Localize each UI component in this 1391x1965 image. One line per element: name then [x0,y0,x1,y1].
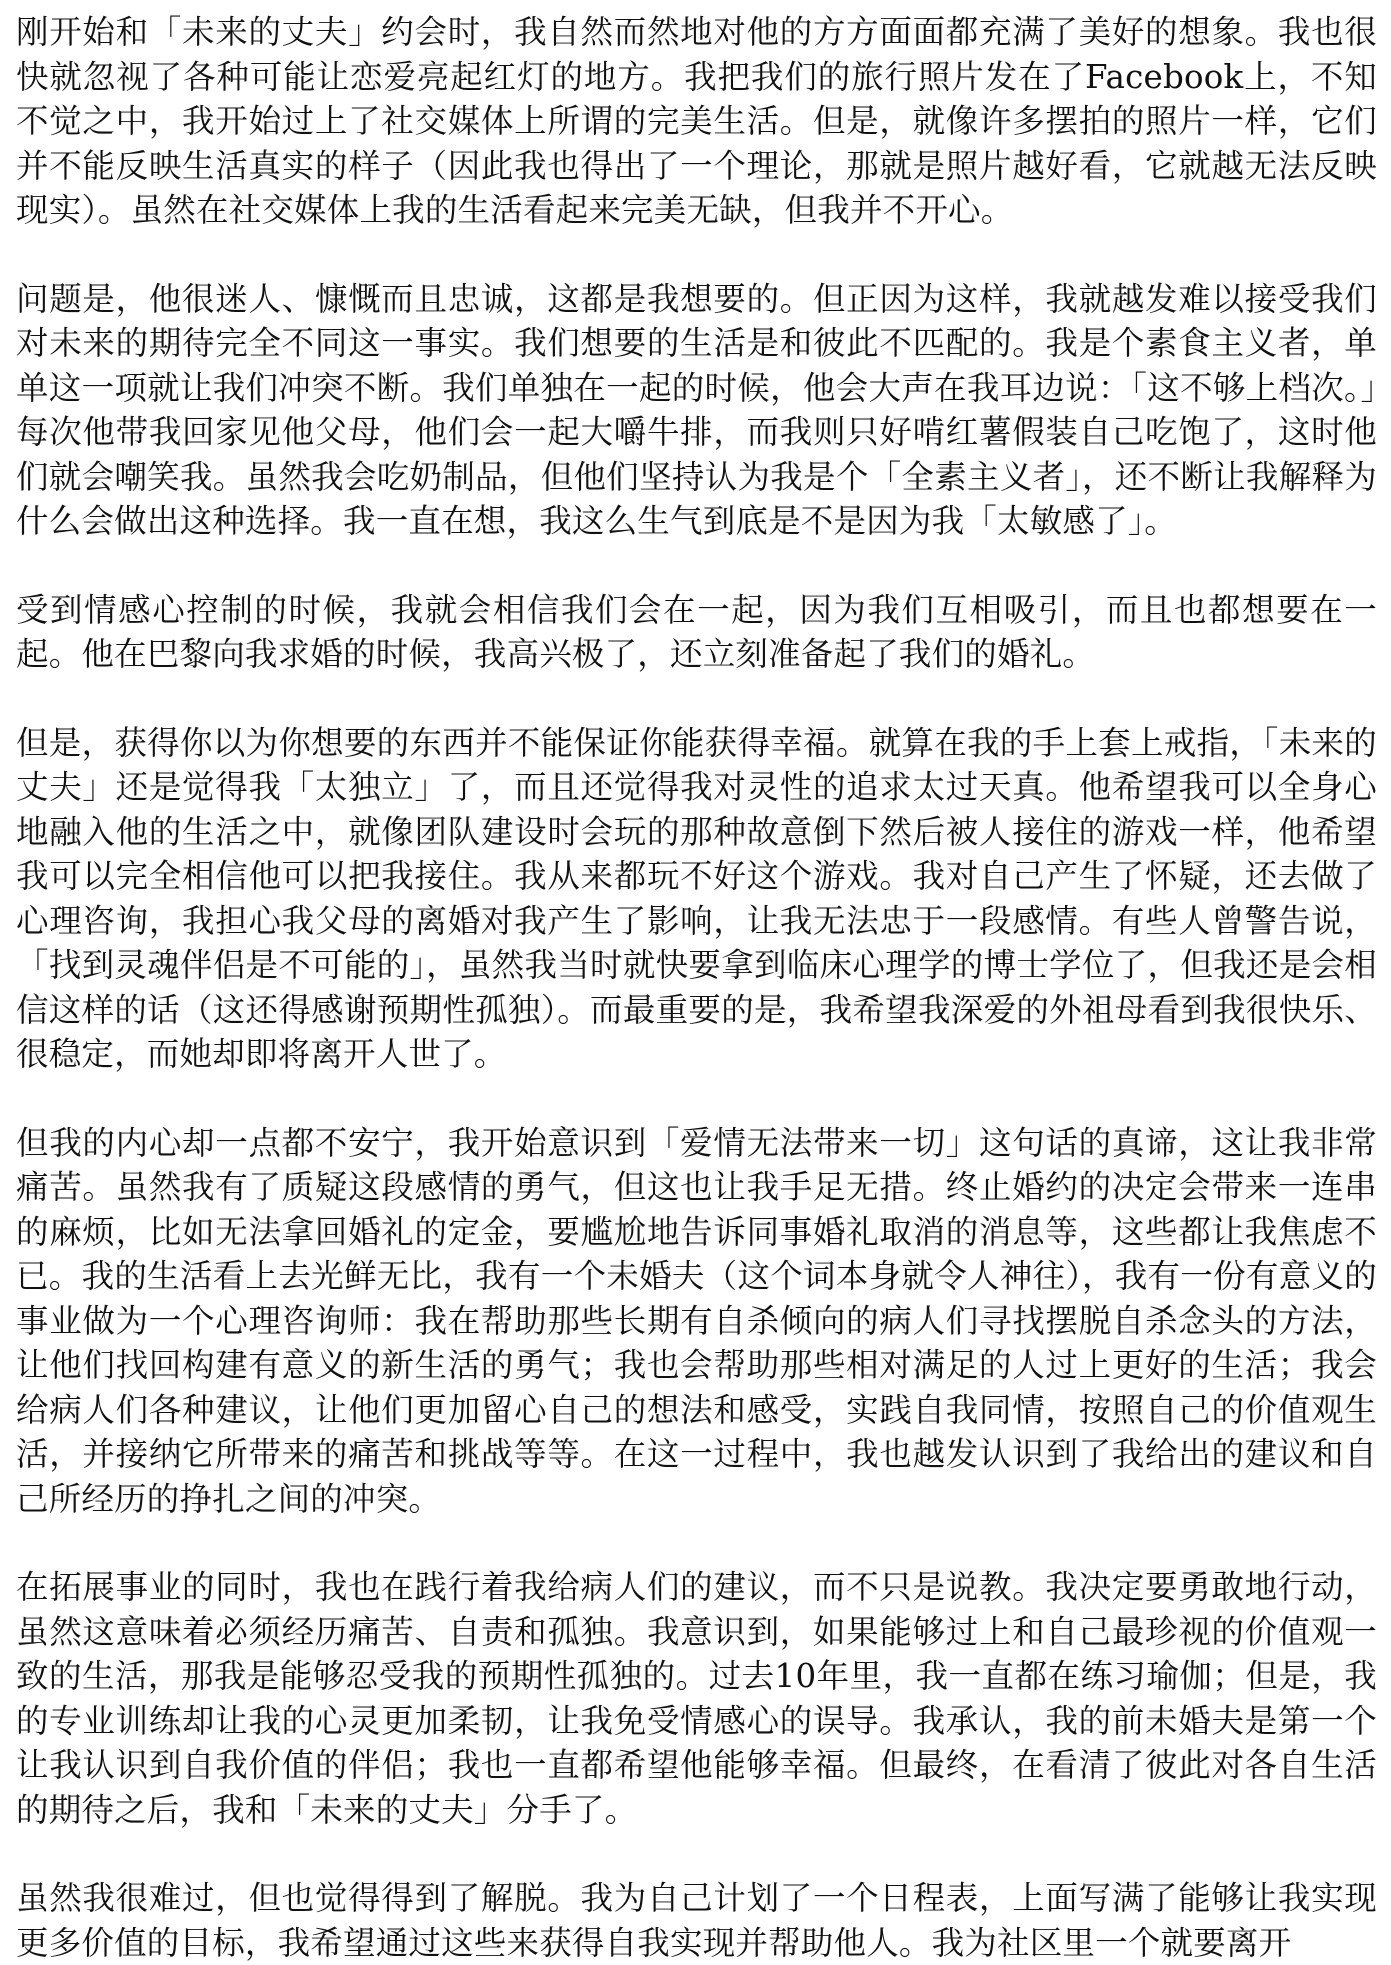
paragraph-6: 在拓展事业的同时，我也在践行着我给病人们的建议，而不只是说教。我决定要勇敢地行动，虽然这意味着必须经历痛苦、自责和孤独。我意识到，如果能够过上和自己最珍视的价值观一致的生活，那我是能够忍受我的预期性孤独的。过去10年里，我一直都在练习瑜伽；但是，我的专业训练却让我的心灵更加柔韧，让我免受情感心的误导。我承认，我的前未婚夫是第一个让我认识到自我价值的伴侣；我也一直都希望他能够幸福。但最终，在看清了彼此对各自生活的期待之后，我和「未来的丈夫」分手了。 [16,1568,1377,1829]
paragraph-3: 受到情感心控制的时候，我就会相信我们会在一起，因为我们互相吸引，而且也都想要在一起。他在巴黎向我求婚的时候，我高兴极了，还立刻准备起了我们的婚礼。 [16,590,1377,673]
paragraph-7: 虽然我很难过，但也觉得得到了解脱。我为自己计划了一个日程表，上面写满了能够让我实现更多价值的目标，我希望通过这些来获得自我实现并帮助他人。我为社区里一个就要离开 [16,1879,1377,1962]
paragraph-2: 问题是，他很迷人、慷慨而且忠诚，这都是我想要的。但正因为这样，我就越发难以接受我们对未来的期待完全不同这一事实。我们想要的生活是和彼此不匹配的。我是个素食主义者，单单这一项就让我们冲突不断。我们单独在一起的时候，他会大声在我耳边说：「这不够上档次。」每次他带我回家见他父母，他们会一起大嚼牛排，而我则只好啃红薯假装自己吃饱了，这时他们就会嘲笑我。虽然我会吃奶制品，但他们坚持认为我是个「全素主义者」，还不断让我解释为什么会做出这种选择。我一直在想，我这么生气到底是不是因为我「太敏感了」。 [16,279,1377,540]
paragraph-4: 但是，获得你以为你想要的东西并不能保证你能获得幸福。就算在我的手上套上戒指，「未来的丈夫」还是觉得我「太独立」了，而且还觉得我对灵性的追求太过天真。他希望我可以全身心地融入他的生活之中，就像团队建设时会玩的那种故意倒下然后被人接住的游戏一样，他希望我可以完全相信他可以把我接住。我从来都玩不好这个游戏。我对自己产生了怀疑，还去做了心理咨询，我担心我父母的离婚对我产生了影响，让我无法忠于一段感情。有些人曾警告说，「找到灵魂伴侣是不可能的」，虽然我当时就快要拿到临床心理学的博士学位了，但我还是会相信这样的话（这还得感谢预期性孤独）。而最重要的是，我希望我深爱的外祖母看到我很快乐、很稳定，而她却即将离开人世了。 [16,723,1377,1073]
paragraph-5: 但我的内心却一点都不安宁，我开始意识到「爱情无法带来一切」这句话的真谛，这让我非常痛苦。虽然我有了质疑这段感情的勇气，但这也让我手足无措。终止婚约的决定会带来一连串的麻烦，比如无法拿回婚礼的定金，要尴尬地告诉同事婚礼取消的消息等，这些都让我焦虑不已。我的生活看上去光鲜无比，我有一个未婚夫（这个词本身就令人神往），我有一份有意义的事业做为一个心理咨询师：我在帮助那些长期有自杀倾向的病人们寻找摆脱自杀念头的方法，让他们找回构建有意义的新生活的勇气；我也会帮助那些相对满足的人过上更好的生活；我会给病人们各种建议，让他们更加留心自己的想法和感受，实践自我同情，按照自己的价值观生活，并接纳它所带来的痛苦和挑战等等。在这一过程中，我也越发认识到了我给出的建议和自己所经历的挣扎之间的冲突。 [16,1123,1377,1518]
paragraph-1: 刚开始和「未来的丈夫」约会时，我自然而然地对他的方方面面都充满了美好的想象。我也很快就忽视了各种可能让恋爱亮起红灯的地方。我把我们的旅行照片发在了Facebook上，不知不觉之中，我开始过上了社交媒体上所谓的完美生活。但是，就像许多摆拍的照片一样，它们并不能反映生活真实的样子（因此我也得出了一个理论，那就是照片越好看，它就越无法反映现实）。虽然在社交媒体上我的生活看起来完美无缺，但我并不开心。 [16,13,1377,229]
